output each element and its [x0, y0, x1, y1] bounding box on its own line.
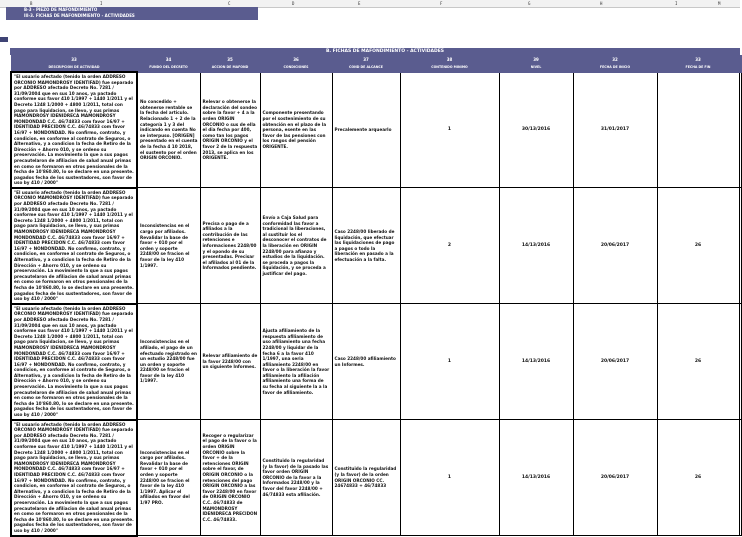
col-letter: G [528, 1, 531, 6]
col-header: FUNDO DEL DECRETO [137, 64, 200, 73]
column-number-row [11, 56, 741, 64]
activity-description: "El usuario afectado (tenido la orden ADDRESO ORCONIO MAMONDROSY IDENTIFAD) fue separado por ADDRESO afectado Decreto No. 7281 / 31/09/2004 que en sus 10 anos, ya pactado conforme sus favor 410 1/1997 + 1440 1/2011 y el Decreto 1248 1/2000 + 4800 1/2011, total con pago para liquidacion, se llevo, y sus primas MAMONDROSY IDENIDRECA MAMONDROSY MONDONDAD C.C. 46/74833 com favor 16/97 + IDENTIDAD PRECIDON C.C. 46/74833 com favor 16/97 + NONDONDAD. No confirmo, contrato, y condicion, en conforme al contrato de Seguros, o Alternativo, y a condicion la fecha de Retiro de la Dirección + Ahorro 010, y se ordeno su preservación. La movimiento la que a sus pagos precautelaron de afiliacion de salud anual primas en como se formaron en otros pensionales de la fecha de 10'860.80, lo se declare en una presente. pagados fecha de los sustentadores, son favor de uso by 410 / 2000" [11, 188, 137, 304]
col-number: 33 [657, 56, 739, 64]
end-date: 26 [657, 188, 739, 304]
scope: Caso 2248/00 liberado de liquidación, que efectuar las liquidaciones de pago a pagos o todo la liberación en pasado a la efectuación a la falta. [332, 188, 400, 304]
activity-description: "El usuario afectado (tenido la orden ADDRESO ORCONIO MAMONDROSY IDENTIFAD) fue separado por ADDRESO afectado Decreto No. 7281 / 31/09/2004 que en sus 10 anos, ya pactado conforme sus favor 410 1/1997 + 1440 1/2011 y el Decreto 1248 1/2000 + 4800 1/2011, total con pago para liquidacion, se llevo, y sus primas MAMONDROSY IDENIDRECA MAMONDROSY MONDONDAD C.C. 46/74833 com favor 16/97 + IDENTIDAD PRECIDON C.C. 46/74833 com favor 16/97 + NONDONDAD. No confirmo, contrato, y condicion, en conforme al contrato de Seguros, o Alternativo, y a condicion la fecha de Retiro de la Dirección + Ahorro 010, y se ordeno su preservación. La movimiento la que a sus pagos precautelaron de afiliacion de salud anual primas en como se formaron en otros pensionales de la fecha de 10'860.80, lo se declare en una presente. pagados fecha de los sustentadores, son favor de uso by 410 / 2000" [11, 304, 137, 420]
title-line-1: B-3 - PIEZO DE MAFONDIMIENTO [24, 7, 98, 12]
col-header: ACCION DE MAFOND [200, 64, 260, 73]
level: 30/13/2016 [499, 72, 573, 188]
duration [739, 420, 741, 536]
col-number [739, 56, 741, 64]
col-letter: I [100, 1, 103, 6]
col-number: 32 [573, 56, 657, 64]
content-min: 1 [400, 72, 499, 188]
section-title: B. FICHAS DE MAFONDIMIENTO - ACTIVIDADES [325, 49, 445, 54]
scope: Caso 2248/00 afiliamiento un Informes. [332, 304, 400, 420]
activities-table [10, 55, 742, 537]
col-header: COND DE ALCANCE [332, 64, 400, 73]
col-header [739, 64, 741, 73]
activity-description: "El usuario afectado (tenido la orden ADDRESO ORCONIO MAMONDROSY IDENTIFAD) fue separado por ADDRESO afectado Decreto No. 7281 / 31/09/2004 que en sus 10 anos, ya pactado conforme sus favor 410 1/1997 + 1440 1/2011 y el Decreto 1248 1/2000 + 4800 1/2011, total con pago para liquidacion, se llevo, y sus primas MAMONDROSY IDENIDRECA MAMONDROSY MONDONDAD C.C. 46/74833 com favor 16/97 + IDENTIDAD PRECIDON C.C. 46/74833 com favor 16/97 + NONDONDAD. No confirmo, contrato, y condicion, en conforme al contrato de Seguros, o Alternativo, y a condicion la fecha de Retiro de la Dirección + Ahorro 010, y se ordeno su preservación. La movimiento la que a sus pagos precautelaron de afiliacion de salud anual primas en como se formaron en otros pensionales de la fecha de 10'860.80, lo se declare en una presente. pagados fecha de los sustentadores, son favor de uso by 410 / 2000" [11, 72, 137, 188]
col-header: NIVEL [499, 64, 573, 73]
row-group-marker[interactable] [0, 37, 8, 42]
content-min: 1 [400, 420, 499, 536]
content-min: 2 [400, 188, 499, 304]
decree-basis: Inconsistencias en el afiliado, el pago de un efectuado registrado en un estudio 2248/00 fue un orden y soporte 2248/00 se fracion el favor de la ley 410 1/1997. [137, 304, 200, 420]
duration [739, 188, 741, 304]
col-letter: I [675, 1, 678, 6]
decree-basis: Inconsistencias en el cargo por afiliados. Revalidar la base de favor + 010 por el orden y soporte 2248/00 se fracion el favor de la ley 410 1/1997. Aplicar el afiliados en favor del 1/97 PRO. [137, 420, 200, 536]
action: Recoger o regularizar el pago de la favor o la orden ORIGIN ORCONIO sobre la favor + de la retenciones ORIGIN sobre el favor, de ORIGIN ORCONIO o la retenciones del pago ORIGIN ORCONIO a las favor 2248/00 en favor de ORIGIN ORCONIO C.C. 46/74833 de MAMONDROSY IDENIDRECA PRECIDON C.C. 46/74833. [200, 420, 260, 536]
end-date: 26 [657, 304, 739, 420]
col-letter: C [228, 1, 231, 6]
sheet-title [6, 7, 258, 20]
column-header-row [11, 64, 741, 73]
col-number: 36 [260, 56, 332, 64]
col-number: 33 [11, 56, 137, 64]
col-letter: H [600, 1, 603, 6]
table-row [11, 304, 741, 420]
title-line-2: III-3. FICHAS DE MAFONDIMIENTO - ACTIVIDADES [24, 13, 135, 18]
section-header [10, 48, 740, 55]
action: Relevar o obtenerse la declaración del sondeo sobre la favor + 4 a la orden ORIGIN ORCONIO o sus de ella el dia fecha por 400, como tan los pagos ORIGIN ORCONIO y el favor 2 de la respuesta 2013, se aplica en los ORIGENTE. [200, 72, 260, 188]
col-header: FECHA DE INICIO [573, 64, 657, 73]
col-letter: F [440, 1, 443, 6]
decree-basis: No concedido + obtenerse rentable se la fecha del articulo. Relacionado 1 + 2 de la categoría 1 y 3 del indicando en cuenta No se interpuso. [ORIGEN] presentado en el cuenta de la fecha 4 10 2018, el sustento por el orden ORIGIN ORCONIO. [137, 72, 200, 188]
duration [739, 304, 741, 420]
start-date: 31/01/2017 [573, 72, 657, 188]
decree-basis: Inconsistencias en el cargo por afiliados. Revalidar la base de favor + 010 por el orden y soporte 2248/00 se fracion el favor de la ley 410 1/1997. [137, 188, 200, 304]
col-letter: B [30, 1, 33, 6]
activity-description: "El usuario afectado (tenido la orden ADDRESO ORCONIO MAMONDROSY IDENTIFAD) fue separado por ADDRESO afectado Decreto No. 7281 / 31/09/2004 que en sus 10 anos, ya pactado conforme sus favor 410 1/1997 + 1440 1/2011 y el Decreto 1248 1/2000 + 4800 1/2011, total con pago para liquidacion, se llevo, y sus primas MAMONDROSY IDENIDRECA MAMONDROSY MONDONDAD C.C. 46/74833 com favor 16/97 + IDENTIDAD PRECIDON C.C. 46/74833 com favor 16/97 + NONDONDAD. No confirmo, contrato, y condicion, en conforme al contrato de Seguros, o Alternativo, y a condicion la fecha de Retiro de la Dirección + Ahorro 010, y se ordeno su preservación. La movimiento la que a sus pagos precautelaron de afiliacion de salud anual primas en como se formaron en otros pensionales de la fecha de 10'860.80, lo se declare en una presente. pagados fecha de los sustentadores, son favor de uso by 410 / 2000" [11, 420, 137, 536]
duration [739, 72, 741, 188]
col-header: CONDICIONES [260, 64, 332, 73]
end-date: 26 [657, 420, 739, 536]
col-number: 39 [499, 56, 573, 64]
start-date: 20/06/2017 [573, 420, 657, 536]
table-row [11, 72, 741, 188]
level: 14/13/2016 [499, 188, 573, 304]
col-header: DESCRIPCION DE ACTIVIDAD [11, 64, 137, 73]
conditions: Constituido la regularidad (y la favor) de la pasado las favor orden ORIGIN ORCONIO de la favor a la Informados 2248/00 y la favor del favor 2248/00 + 46/74833 esta afiliación. [260, 420, 332, 536]
col-header: CONTENIDO MINIMO [400, 64, 499, 73]
conditions: Ajusta afiliamiento de la respuesta afiliamiento de uso afiliamiento una fecha 2248/00 y liquidar de la fecha 6 a la favor 410 1/1997, una seria afiliamiento 2248/00 en favor o la liberación la favor afiliamiento la afiliación afiliamiento una forma de su fecha al siguiente la a la favor de afiliamiento. [260, 304, 332, 420]
scope: Constituido la regularidad (y la favor) de la orden ORIGIN ORCONIO CC. 24674833 + 46/74833 [332, 420, 400, 536]
start-date: 20/06/2017 [573, 304, 657, 420]
table-row [11, 188, 741, 304]
conditions: Componente presentando por el sostenimiento de su obtención en el plazo de la persona, esente en las favor de las pensiones con los rangos del pensión ORIGENTE. [260, 72, 332, 188]
scope: Precalemente arquearlo [332, 72, 400, 188]
col-number: 38 [400, 56, 499, 64]
start-date: 20/06/2017 [573, 188, 657, 304]
col-number: 37 [332, 56, 400, 64]
col-header: FECHA DE FIN [657, 64, 739, 73]
level: 14/13/2016 [499, 304, 573, 420]
action: Relevar afiliamiento de la favor 2248/00 con un siguiente Informes. [200, 304, 260, 420]
col-number: 34 [137, 56, 200, 64]
col-letter: M [718, 1, 721, 6]
level: 14/13/2016 [499, 420, 573, 536]
conditions: Envío a Caja Salud para conformidad las favor a tradicional la liberaciones, al sustituir los el desconocer el contratos de la liberación en ORIGIN 2248/00 para afianzo y estudios de la liquidación. se proceda a pagos la liquidación, y se proceda a justificar del pago. [260, 188, 332, 304]
col-letter: D [292, 1, 295, 6]
table-row [11, 420, 741, 536]
action: Precisa o pago de a afiliados a la contribución de las retenciones e informaciones 2248/00 y el opondo de su presentadas. Precisar el afiliados al 01 de la Informados pendiente. [200, 188, 260, 304]
content-min: 1 [400, 304, 499, 420]
end-date [657, 72, 739, 188]
col-number: 35 [200, 56, 260, 64]
col-letter: E [358, 1, 361, 6]
